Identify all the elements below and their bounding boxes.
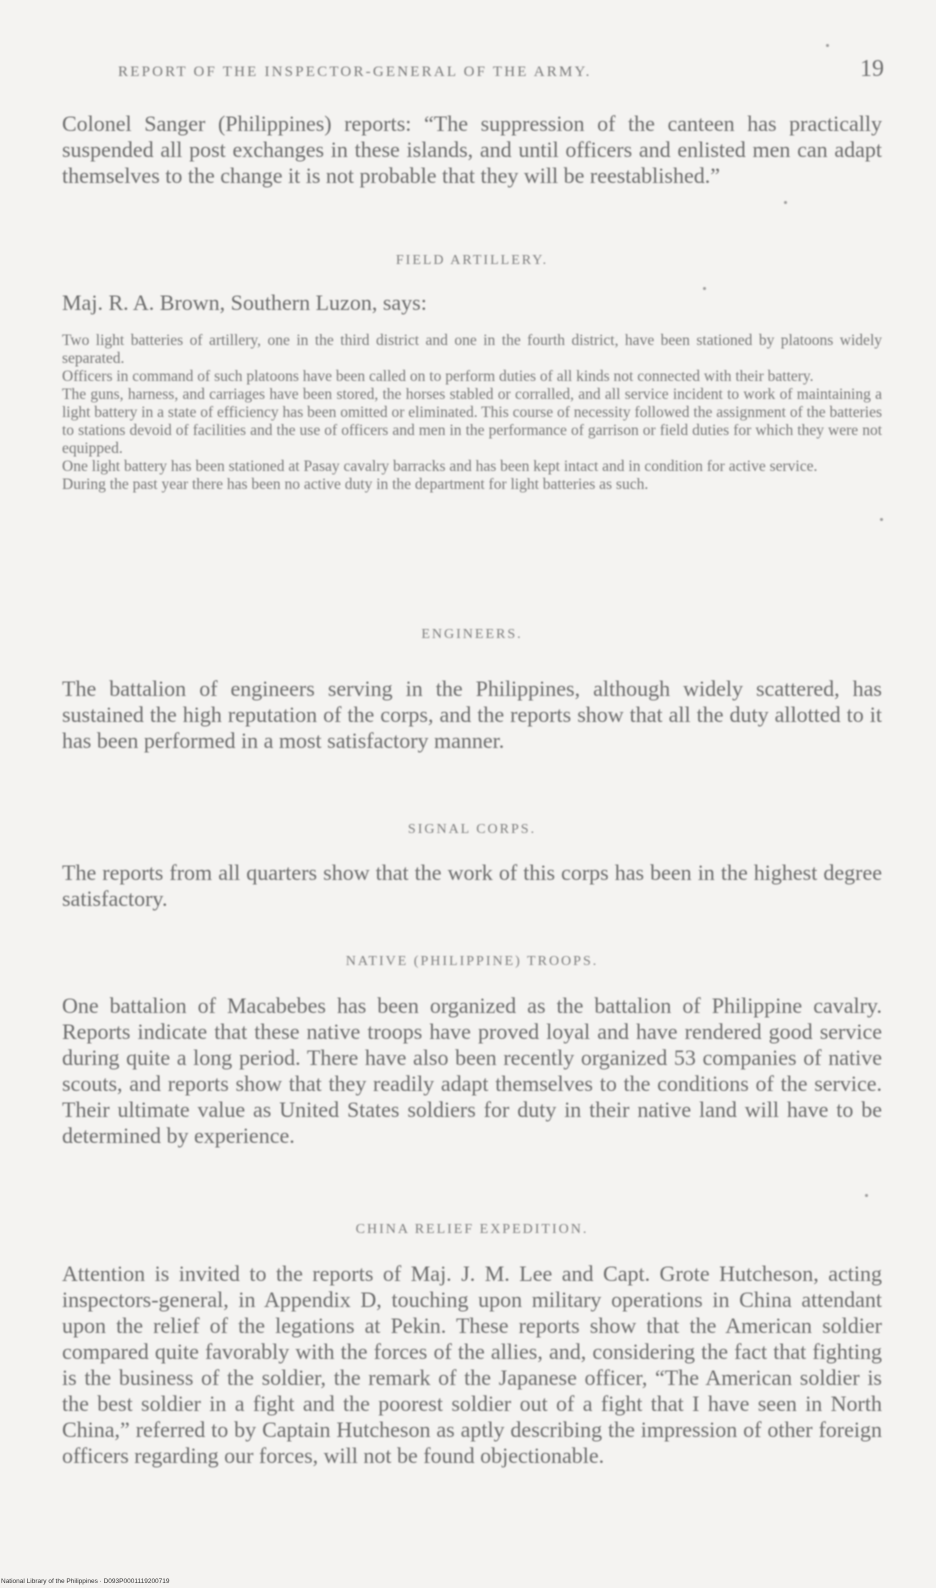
running-header [118,56,884,86]
paper-speck [880,518,883,521]
paper-speck [826,44,829,47]
quote-paragraph: During the past year there has been no active duty in the department for light batteries as such. [62,476,649,493]
page-number: 19 [860,56,884,82]
native-troops-paragraph: One battalion of Macabebes has been organized as the battalion of Philippine cavalry. Reports indicate that these native troops have proved loyal and have rendered good service during quite a long period. There have also been recently organized 53 companies of native scouts, and reports show that they readily adapt themselves to the conditions of the service. Their ultimate value as United States soldiers for duty in their native land will have to be determined by experience. [62,993,882,1148]
section-heading-china-relief: CHINA RELIEF EXPEDITION. [355,1222,589,1237]
paper-speck [784,201,787,204]
engineers-paragraph: The battalion of engineers serving in the Philippines, although widely scattered, has sustained the high reputation of the corps, and the reports show that all the duty allotted to it has been performed in a most satisfactory manner. [62,676,882,753]
china-relief-paragraph: Attention is invited to the reports of Maj. J. M. Lee and Capt. Grote Hutcheson, acting inspectors-general, in Appendix D, touching upon military operations in China attendant upon the relief of the legations at Pekin. These reports show that the American soldier compared quite favorably with the forces of the allies, and, considering the fact that fighting is the business of the soldier, the remark of the Japanese officer, “The American soldier is the best soldier in a fight and the poorest soldier out of a fight that I have seen in North China,” referred to by Captain Hutcheson as aptly describing the impression of other foreign officers regarding our forces, will not be found objectionable. [62,1261,882,1468]
paper-speck [703,287,706,290]
quote-paragraph: One light battery has been stationed at Pasay cavalry barracks and has been kept intact and in condition for active service. [62,458,818,475]
quote-paragraph: Officers in command of such platoons have been called on to perform duties of all kinds not connected with their battery. [62,368,814,385]
quote-paragraph: Two light batteries of artillery, one in the third district and one in the fourth district, have been stationed by platoons widely separated. [62,332,882,367]
header-title: REPORT OF THE INSPECTOR-GENERAL OF THE ARMY. [118,64,592,80]
intro-paragraph: Colonel Sanger (Philippines) reports: “The suppression of the canteen has practically suspended all post exchanges in these islands, and until officers and enlisted men can adapt themselves to the change it is not probable that they will be reestablished.” [62,111,882,188]
scan-footer: National Library of the Philippines · D093P0001119200719 [0,1577,936,1588]
section-heading-field-artillery: FIELD ARTILLERY. [395,253,549,268]
section-heading-signal-corps: SIGNAL CORPS. [407,822,537,837]
field-artillery-quote [62,332,882,494]
section-heading-native-troops: NATIVE (PHILIPPINE) TROOPS. [345,954,599,969]
section-heading-engineers: ENGINEERS. [421,627,523,642]
paper-speck [865,1194,868,1197]
signal-corps-paragraph: The reports from all quarters show that the work of this corps has been in the highest degree satisfactory. [62,860,882,911]
quote-paragraph: The guns, harness, and carriages have been stored, the horses stabled or corralled, and all service incident to work of maintaining a light battery in a state of efficiency has been omitted or eliminated. This course of necessity followed the assignment of the batteries to stations devoid of facilities and the use of officers and men in the performance of garrison or field duties for which they were not equipped. [62,386,882,457]
byline: Maj. R. A. Brown, Southern Luzon, says: [62,290,427,315]
